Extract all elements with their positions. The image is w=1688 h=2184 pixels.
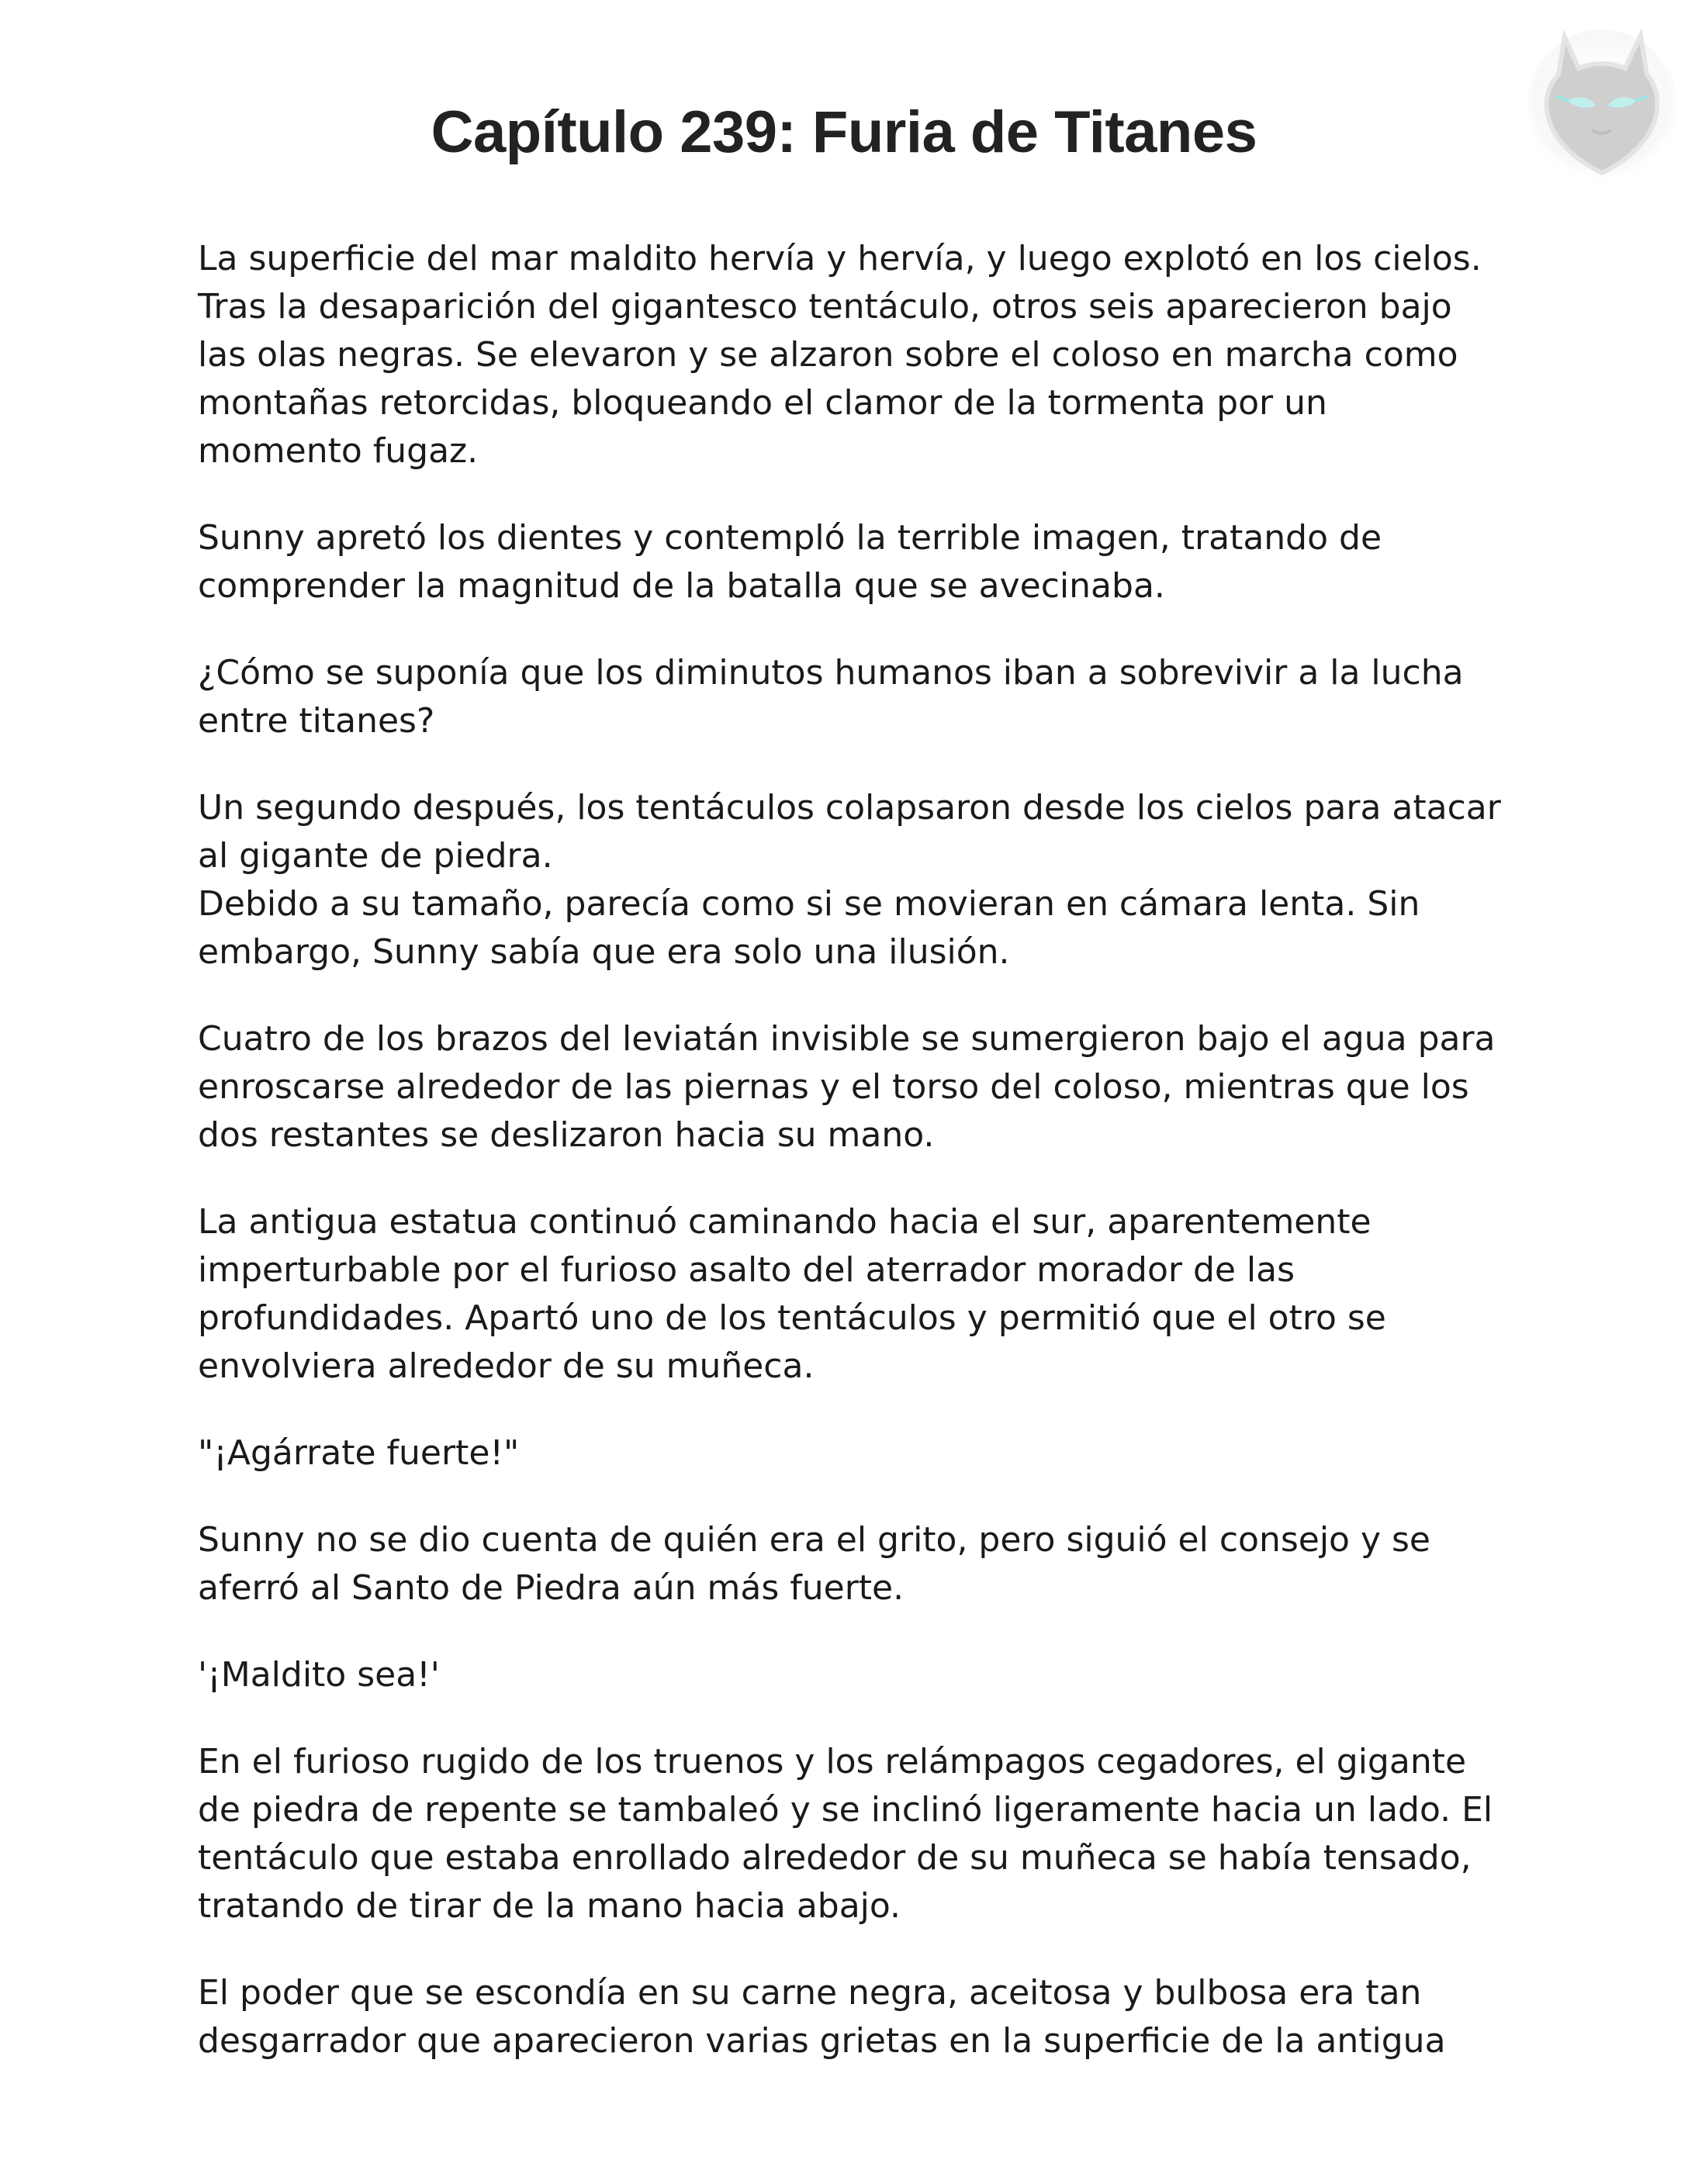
paragraph: "¡Agárrate fuerte!" — [198, 1433, 520, 1473]
paragraph: La antigua estatua continuó caminando hacia el sur, aparentemente imperturbable por el furioso asalto del aterrador morador de las profundidades. Apartó uno de los tentáculos y permitió que el otro se envolviera alrededor de su muñeca. — [198, 1202, 1386, 1386]
paragraph: En el furioso rugido de los truenos y los relámpagos cegadores, el gigante de piedra de repente se tambaleó y se inclinó ligeramente hacia un lado. El tentáculo que estaba enrollado alrededor de su muñeca se había tensado, tratando de tirar de la mano hacia abajo. — [198, 1742, 1493, 1926]
paragraph: Un segundo después, los tentáculos colapsaron desde los cielos para atacar al gigante de piedra. — [198, 788, 1501, 876]
paragraph: Debido a su tamaño, parecía como si se movieran en cámara lenta. Sin embargo, Sunny sabía que era solo una ilusión. — [198, 884, 1420, 972]
chapter-title: Capítulo 239: Furia de Titanes — [431, 98, 1257, 165]
paragraph: '¡Maldito sea!' — [198, 1655, 440, 1695]
paragraph: El poder que se escondía en su carne negra, aceitosa y bulbosa era tan desgarrador que aparecieron varias grietas en la superficie de la antigua — [198, 1973, 1446, 2061]
paragraph: Cuatro de los brazos del leviatán invisible se sumergieron bajo el agua para enroscarse alrededor de las piernas y el torso del coloso, mientras que los dos restantes se deslizaron hacia su mano. — [198, 1019, 1496, 1155]
paragraph: ¿Cómo se suponía que los diminutos humanos iban a sobrevivir a la lucha entre titanes? — [198, 653, 1464, 741]
paragraph: La superficie del mar maldito hervía y hervía, y luego explotó en los cielos. Tras la desaparición del gigantesco tentáculo, otros seis aparecieron bajo las olas negras. Se elevaron y se alzaron sobre el coloso en marcha como montañas retorcidas, bloqueando el clamor de la tormenta por un momento fugaz. — [198, 239, 1482, 471]
chapter-body — [198, 235, 1501, 2104]
paragraph: Sunny no se dio cuenta de quién era el grito, pero siguió el consejo y se aferró al Santo de Piedra aún más fuerte. — [198, 1520, 1430, 1608]
paragraph: Sunny apretó los dientes y contempló la terrible imagen, tratando de comprender la magnitud de la batalla que se avecinaba. — [198, 518, 1382, 606]
